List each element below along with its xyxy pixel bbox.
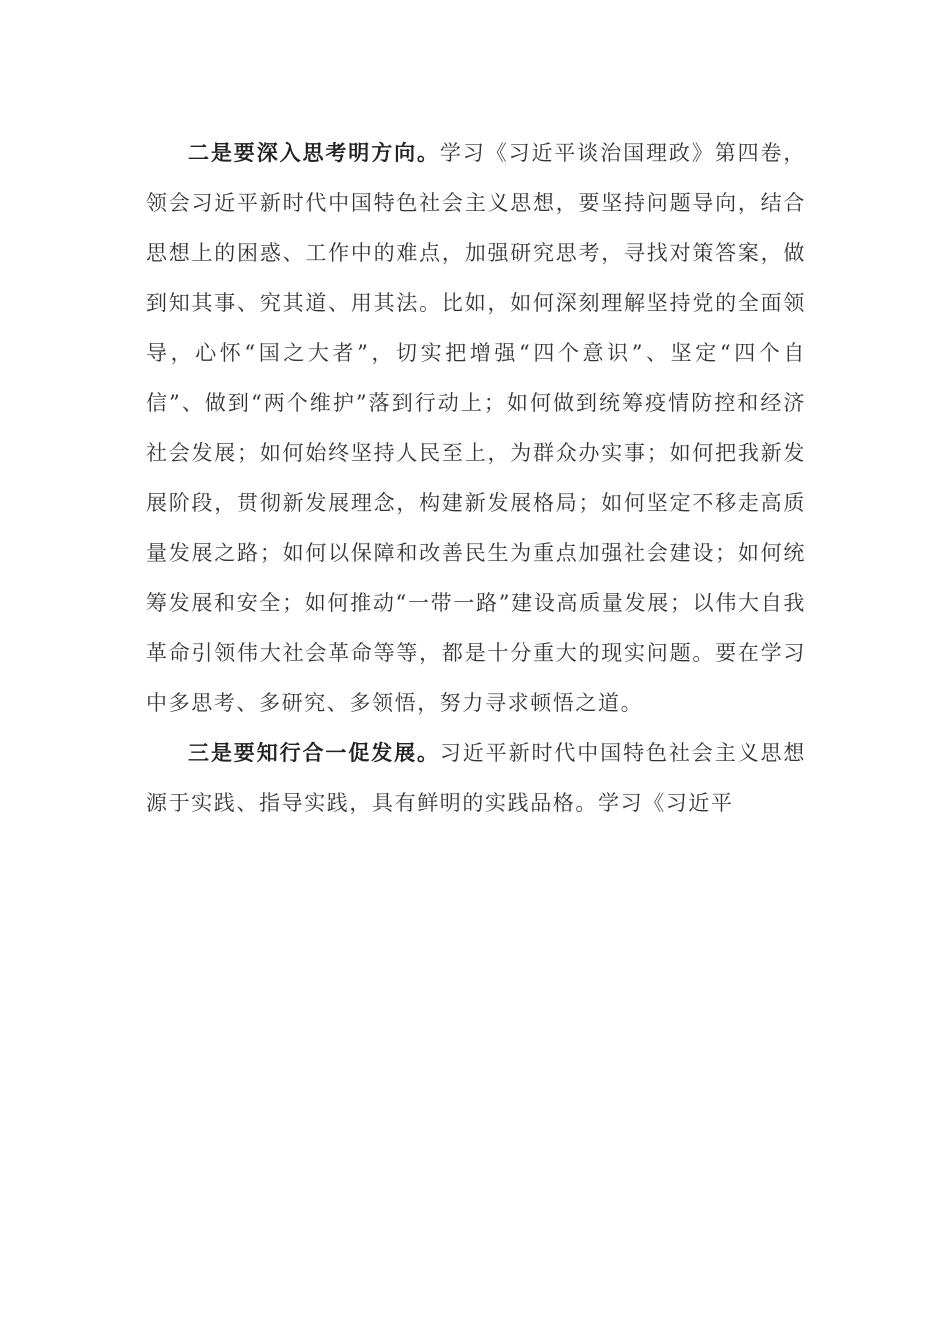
paragraph-direction <box>146 128 806 728</box>
paragraph-lead-heading: 二是要深入思考明方向。 <box>188 140 440 165</box>
document-body <box>146 128 806 828</box>
paragraph-practice <box>146 728 806 828</box>
paragraph-lead-heading: 三是要知行合一促发展。 <box>188 740 440 765</box>
paragraph-body-text: 学习《习近平谈治国理政》第四卷，领会习近平新时代中国特色社会主义思想，要坚持问题导向，结合思想上的困惑、工作中的难点，加强研究思考，寻找对策答案，做到知其事、究其道、用其法。比如，如何深刻理解坚持党的全面领导，心怀“国之大者”，切实把增强“四个意识”、坚定“四个自信”、做到“两个维护”落到行动上；如何做到统筹疫情防控和经济社会发展；如何始终坚持人民至上，为群众办实事；如何把我新发展阶段，贯彻新发展理念，构建新发展格局；如何坚定不移走高质量发展之路；如何以保障和改善民生为重点加强社会建设；如何统筹发展和安全；如何推动“一带一路”建设高质量发展；以伟大自我革命引领伟大社会革命等等，都是十分重大的现实问题。要在学习中多思考、多研究、多领悟，努力寻求顿悟之道。 <box>146 141 806 715</box>
paragraph-body-text: 习近平新时代中国特色社会主义思想源于实践、指导实践，具有鲜明的实践品格。学习《习近平 <box>146 741 806 815</box>
